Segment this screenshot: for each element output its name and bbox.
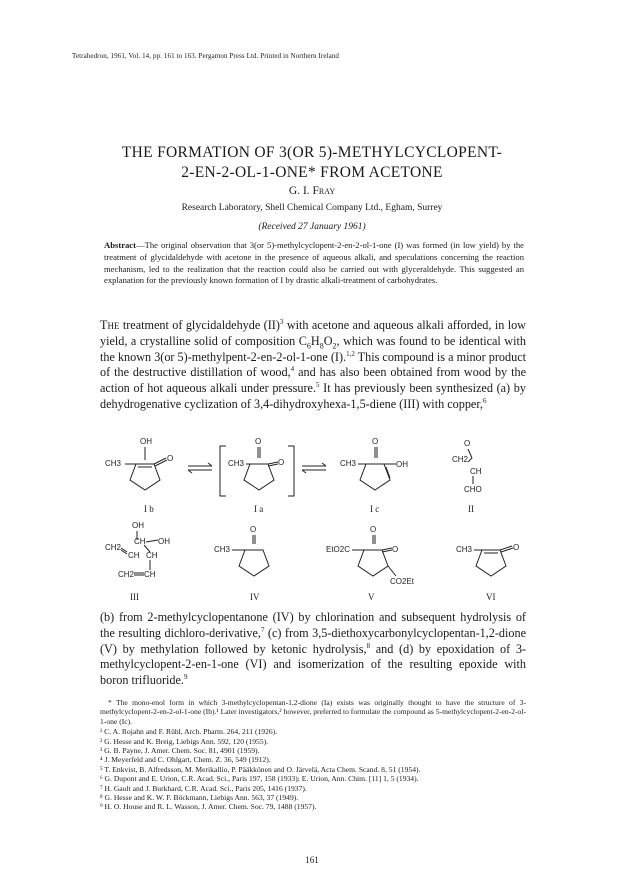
svg-text:CH: CH <box>144 570 156 579</box>
svg-text:CH3: CH3 <box>340 459 357 468</box>
label-Ia: I a <box>254 504 264 514</box>
svg-text:O: O <box>464 439 471 448</box>
svg-text:CO2Et: CO2Et <box>390 577 415 586</box>
equilibrium-arrow-1 <box>188 463 212 473</box>
label-III: III <box>130 592 139 602</box>
structure-Ib <box>105 437 173 490</box>
label-Ib: I b <box>144 504 154 514</box>
svg-text:CH: CH <box>134 537 146 546</box>
svg-text:CHO: CHO <box>464 485 482 494</box>
reference-2: ² G. Hesse and K. Breig, Liebigs Ann. 592, 120 (1955). <box>100 736 269 746</box>
reference-8: ⁸ G. Hesse and K. W. F. Böckmann, Liebigs Ann. 563, 37 (1949). <box>100 793 299 803</box>
svg-text:O: O <box>255 437 262 446</box>
svg-text:CH3: CH3 <box>214 545 231 554</box>
chemical-structures <box>100 432 530 607</box>
article-title <box>60 143 564 183</box>
reference-5: ⁵ T. Enkvist, B. Alfredsson, M. Merikallio, P. Pääkkönen and O. Järvelä, Acta Chem. Scand. 8, 51 (1954). <box>100 764 421 774</box>
reference-7: ⁷ H. Gault and J. Burkhard, C.R. Acad. Sci., Paris 205, 1416 (1937). <box>100 783 307 793</box>
svg-text:O: O <box>370 525 377 534</box>
svg-text:EtO2C: EtO2C <box>326 545 351 554</box>
footnotes <box>100 698 526 812</box>
journal-header: Tetrahedron, 1961, Vol. 14, pp. 161 to 163. Pergamon Press Ltd. Printed in Northern Ireland <box>72 52 339 60</box>
title-line-1: THE FORMATION OF 3(OR 5)-METHYLCYCLOPENT- <box>121 144 503 161</box>
structure-Ia <box>220 437 294 496</box>
svg-text:O: O <box>392 545 399 554</box>
svg-text:O: O <box>278 458 285 467</box>
svg-text:CH3: CH3 <box>228 459 245 468</box>
label-Ic: I c <box>370 504 380 514</box>
paragraph-2: (b) from 2-methylcyclopentanone (IV) by chlorination and subsequent hydrolysis of the resulting dichloro-derivative,$^7$ (c) from 3,5-diethoxycarbonylcyclopentan-1,2-dione (V) by methylation followed by ketonic hydrolysis,$^8$ and (d) by epoxidation of 3-methylcyclopent-2-en-1-one (VI) and isomerization of the resulting epoxide with boron trifluoride.$^9$ <box>100 610 526 688</box>
svg-text:CH2: CH2 <box>118 570 135 579</box>
svg-text:CH2: CH2 <box>105 543 122 552</box>
svg-text:CH: CH <box>128 551 140 560</box>
svg-text:OH: OH <box>132 521 144 530</box>
title-line-2: 2-EN-2-OL-1-ONE* FROM ACETONE <box>181 164 443 181</box>
structure-VI <box>456 543 519 576</box>
author-name: G. I. Fray <box>288 185 336 197</box>
atom-oh: OH <box>140 437 152 446</box>
abstract-label: Abstract <box>104 240 136 250</box>
label-VI: VI <box>486 592 496 602</box>
received-date: (Received 27 January 1961) <box>258 222 366 232</box>
label-II: II <box>468 504 474 514</box>
footnote-star: * The mono-enol form in which 3-methylcyclopentan-1,2-dione (Ia) exists was originally thought to have the structure of 3-methylcyclopent-2-en-2-ol-1-one (Ib).¹ Later investigators,² however, preferred to formulate the compound as 5-methylcyclopent-2-en-2-ol-1-one (Ic). <box>100 698 526 726</box>
structure-II <box>452 439 482 494</box>
svg-text:CH3: CH3 <box>456 545 473 554</box>
svg-text:CH: CH <box>470 467 482 476</box>
svg-text:CH2: CH2 <box>452 455 469 464</box>
svg-text:CH: CH <box>146 551 158 560</box>
svg-text:OH: OH <box>158 537 170 546</box>
reference-9: ⁹ H. O. House and R. L. Wasson, J. Amer. Chem. Soc. 79, 1488 (1957). <box>100 802 317 812</box>
equilibrium-arrow-2 <box>302 463 326 473</box>
structure-V <box>326 525 415 586</box>
reference-3: ³ G. B. Payne, J. Amer. Chem. Soc. 81, 4901 (1959). <box>100 746 260 756</box>
author-affiliation: Research Laboratory, Shell Chemical Company Ltd., Egham, Surrey <box>181 203 443 213</box>
atom-o: O <box>167 454 174 463</box>
svg-text:O: O <box>513 543 520 552</box>
reference-4: ⁴ J. Meyerfeld and C. Ohlgart, Chem. Z. 36, 549 (1912). <box>100 755 271 765</box>
reference-1: ¹ C. A. Rojahn and F. Rühl, Arch. Pharm. 264, 211 (1926). <box>100 727 278 737</box>
abstract-text: —The original observation that 3(or 5)-methylcyclopent-2-en-2-ol-1-one (I) was formed (in low yield) by the treatment of glycidaldehyde with acetone in the presence of aqueous alkali, and speculations concerning the reaction mechanism, led to the realization that the reaction could also be carried out with glyceraldehyde. This suggested an explanation for the previously known formation of I by drastic alkali-treatment of carbohydrates. <box>104 240 524 286</box>
abstract <box>104 240 524 287</box>
label-IV: IV <box>250 592 260 602</box>
svg-text:O: O <box>372 437 379 446</box>
reference-6: ⁶ G. Dupont and E. Urion, C.R. Acad. Sci., Paris 197, 158 (1933); E. Urion, Ann. Chim. [11] 1, 5 (1934). <box>100 774 419 784</box>
label-V: V <box>368 592 375 602</box>
drop-word: The <box>100 318 120 332</box>
structure-III <box>105 521 170 579</box>
paragraph-1: The treatment of glycidaldehyde (II)$^3$ with acetone and aqueous alkali afforded, in low yield, a crystalline solid of composition $C_6H_8O_2$, which was found to be identical with the known 3(or 5)-methylpent-2-en-2-ol-1-one (I).$^{1,2}$ This compound is a minor product of the destructive distillation of wood,$^4$ and has also been obtained from wood by the action of hot aqueous alkali under pressure.$^5$ It has previously been synthesized (a) by dehydrogenative cyclization of 3,4-dihydroxyhexa-1,5-diene (III) with copper,$^6$ <box>100 317 526 411</box>
atom-ch3: CH3 <box>105 459 122 468</box>
page-number: 161 <box>305 855 319 865</box>
svg-text:OH: OH <box>396 460 408 469</box>
structure-IV <box>214 525 269 576</box>
svg-text:O: O <box>250 525 257 534</box>
structure-Ic <box>340 437 408 490</box>
